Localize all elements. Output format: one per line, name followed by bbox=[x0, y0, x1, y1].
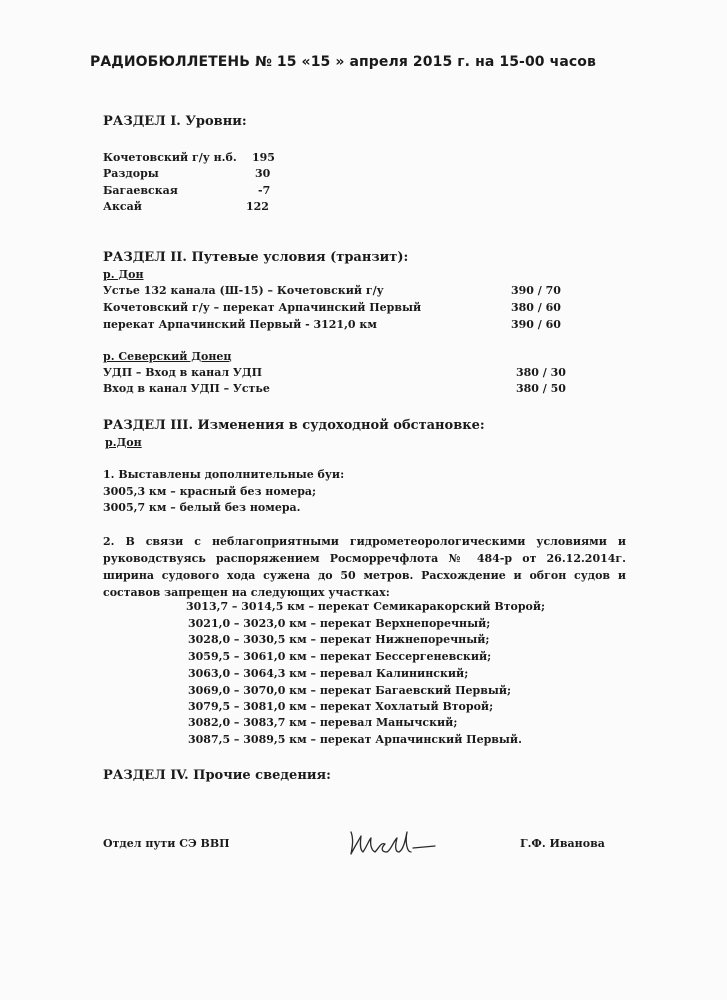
buoy-line: 3005,3 км – красный без номера; bbox=[103, 485, 317, 498]
river-label: р. Северский Донец bbox=[103, 350, 232, 363]
section-3-heading: РАЗДЕЛ III. Изменения в судоходной обстановке: bbox=[103, 418, 485, 433]
item-1-title: 1. Выставлены дополнительные буи: bbox=[103, 468, 345, 481]
level-name: Раздоры bbox=[103, 167, 159, 180]
restricted-section: 3028,0 – 3030,5 км – перекат Нижнепоречный; bbox=[188, 633, 490, 646]
route-name: Кочетовский г/у – перекат Арпачинский Первый bbox=[103, 301, 422, 314]
level-name: Аксай bbox=[103, 200, 142, 213]
route-name: УДП – Вход в канал УДП bbox=[103, 366, 263, 379]
route-value: 390 / 60 bbox=[511, 318, 561, 331]
restricted-section: 3059,5 – 3061,0 км – перекат Бессергеневский; bbox=[188, 650, 492, 663]
route-name: перекат Арпачинский Первый - 3121,0 км bbox=[103, 318, 377, 331]
level-name: Багаевская bbox=[103, 184, 178, 197]
level-value: -7 bbox=[258, 184, 271, 197]
level-value: 30 bbox=[255, 167, 271, 180]
signer-name: Г.Ф. Иванова bbox=[520, 837, 605, 850]
restricted-section: 3021,0 – 3023,0 км – перекат Верхнепоречный; bbox=[188, 617, 491, 630]
route-value: 380 / 60 bbox=[511, 301, 561, 314]
restricted-section: 3082,0 – 3083,7 км – перевал Манычский; bbox=[188, 716, 458, 729]
buoy-line: 3005,7 км – белый без номера. bbox=[103, 501, 301, 514]
route-name: Устье 132 канала (Ш-15) – Кочетовский г/у bbox=[103, 284, 384, 297]
route-value: 380 / 50 bbox=[516, 382, 566, 395]
route-name: Вход в канал УДП – Устье bbox=[103, 382, 270, 395]
item-2-text: 2. В связи с неблагоприятными гидрометеорологическими условиями и руководствуясь распоряжением Росморречфлота № 484-р от 26.12.2014г. ширина судового хода сужена до 50 метров. Расхождение и обгон судов и составов запрещен на следующих участках: bbox=[103, 535, 626, 599]
bulletin-title: РАДИОБЮЛЛЕТЕНЬ № 15 «15 » апреля 2015 г. на 15-00 часов bbox=[90, 54, 596, 70]
restricted-section: 3013,7 – 3014,5 км – перекат Семикаракорский Второй; bbox=[186, 600, 546, 613]
level-value: 195 bbox=[252, 151, 275, 164]
river-label: р.Дон bbox=[105, 436, 142, 449]
route-value: 380 / 30 bbox=[516, 366, 566, 379]
restricted-section: 3069,0 – 3070,0 км – перекат Багаевский Первый; bbox=[188, 684, 512, 697]
river-label: р. Дон bbox=[103, 268, 144, 281]
level-name: Кочетовский г/у н.б. bbox=[103, 151, 237, 164]
restricted-section: 3063,0 – 3064,3 км – перевал Калининский; bbox=[188, 667, 469, 680]
section-2-heading: РАЗДЕЛ II. Путевые условия (транзит): bbox=[103, 250, 409, 265]
section-4-heading: РАЗДЕЛ IV. Прочие сведения: bbox=[103, 768, 331, 783]
route-value: 390 / 70 bbox=[511, 284, 561, 297]
restricted-section: 3087,5 – 3089,5 км – перекат Арпачинский Первый. bbox=[188, 733, 522, 746]
level-value: 122 bbox=[246, 200, 269, 213]
handwritten-signature bbox=[345, 822, 440, 862]
restricted-section: 3079,5 – 3081,0 км – перекат Хохлатый Второй; bbox=[188, 700, 494, 713]
section-1-heading: РАЗДЕЛ I. Уровни: bbox=[103, 114, 247, 129]
department-label: Отдел пути СЭ ВВП bbox=[103, 837, 230, 850]
